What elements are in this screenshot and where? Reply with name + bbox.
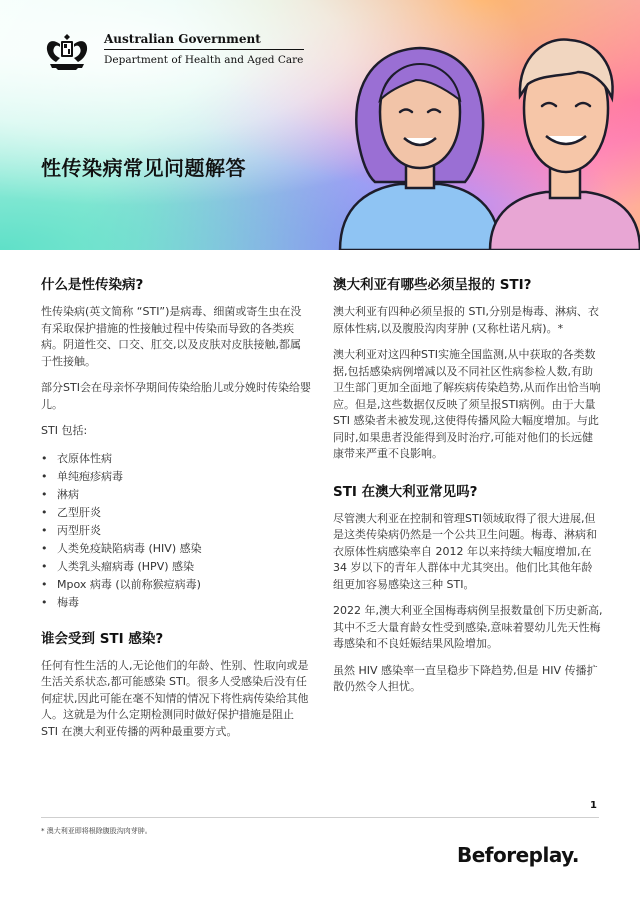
paragraph: STI 包括:: [41, 424, 88, 437]
header-banner: [0, 0, 640, 250]
section-heading-notifiable-sti: 澳大利亚有哪些必须呈报的 STI?: [333, 277, 532, 293]
list-item: • 人类免疫缺陷病毒 (HIV) 感染: [41, 540, 311, 558]
right-column: [333, 276, 603, 706]
government-name: Australian Government: [104, 32, 304, 50]
list-item: • 衣原体性病: [41, 450, 311, 468]
people-illustration: [320, 0, 640, 250]
section-heading-what-is-sti: 什么是性传染病?: [41, 277, 144, 293]
list-item: • Mpox 病毒 (以前称猴痘病毒): [41, 576, 311, 594]
footer-divider: [41, 817, 599, 818]
list-item: • 乙型肝炎: [41, 504, 311, 522]
page-title: 性传染病常见问题解答: [41, 156, 246, 180]
paragraph: 任何有性生活的人,无论他们的年龄、性别、性取向或是生活关系状态,都可能感染 STI。很多人受感染后没有任何症状,因此可能在毫不知情的情况下将性病传染给其他人。这就是为什么定期检测同时做好保护措施是阻止 STI 在澳大利亚传播的两种最重要方式。: [41, 658, 309, 738]
government-logo: [40, 30, 304, 72]
section-heading-who-gets-sti: 谁会受到 STI 感染?: [41, 630, 164, 647]
paragraph: 澳大利亚有四种必须呈报的 STI,分别是梅毒、淋病、衣原体性病,以及腹股沟肉芽肿 (又称杜诺凡病)。*: [333, 305, 599, 335]
coat-of-arms-icon: [40, 30, 94, 72]
left-column: [41, 276, 311, 750]
paragraph: 部分STI会在母亲怀孕期间传染给胎儿或分娩时传染给婴儿。: [41, 381, 311, 411]
paragraph: 尽管澳大利亚在控制和管理STI领域取得了很大进展,但是这类传染病仍然是一个公共卫生问题。梅毒、淋病和衣原体性病感染率自 2012 年以来持续大幅度增加,在 34 岁以下的青年人群体中尤其突出。他们比其他年龄组更加容易感染这三种 STI。: [333, 511, 597, 591]
section-heading-sti-common: STI 在澳大利亚常见吗?: [333, 483, 478, 500]
sti-list: [41, 450, 311, 612]
beforeplay-logo: Beforeplay.: [457, 843, 580, 867]
list-item: • 梅毒: [41, 594, 311, 612]
list-item: • 单纯疱疹病毒: [41, 468, 311, 486]
page-number: 1: [590, 800, 597, 811]
paragraph: 虽然 HIV 感染率一直呈稳步下降趋势,但是 HIV 传播扩散仍然令人担忧。: [333, 663, 598, 693]
list-item: • 人类乳头瘤病毒 (HPV) 感染: [41, 558, 311, 576]
department-name: Department of Health and Aged Care: [104, 54, 304, 66]
paragraph: 澳大利亚对这四种STI实施全国监测,从中获取的各类数据,包括感染病例增减以及不同社区性病参检人数,有助卫生部门更加全面地了解疾病传染趋势,从而作出恰当响应。但是,这些数据仅反映了须呈报STI病例。由于大量 STI 感染者未被发现,这使得传播风险大幅度增加。与此同时,如果患者没能得到及时治疗,可能对他们的长远健康带来严重不良影响。: [333, 348, 601, 460]
footnote: * 澳大利亚即将根除腹股沟肉芽肿。: [41, 827, 152, 835]
paragraph: 2022 年,澳大利亚全国梅毒病例呈报数量创下历史新高,其中不乏大量育龄女性受到感染,意味着婴幼儿先天性梅毒感染和不良妊娠结果风险增加。: [333, 604, 603, 650]
paragraph: 性传染病(英文简称 “STI”)是病毒、细菌或寄生虫在没有采取保护措施的性接触过程中传染而导致的各类疾病。阴道性交、口交、肛交,以及皮肤对皮肤接触,都属于性接触。: [41, 305, 302, 368]
list-item: • 淋病: [41, 486, 311, 504]
list-item: • 丙型肝炎: [41, 522, 311, 540]
